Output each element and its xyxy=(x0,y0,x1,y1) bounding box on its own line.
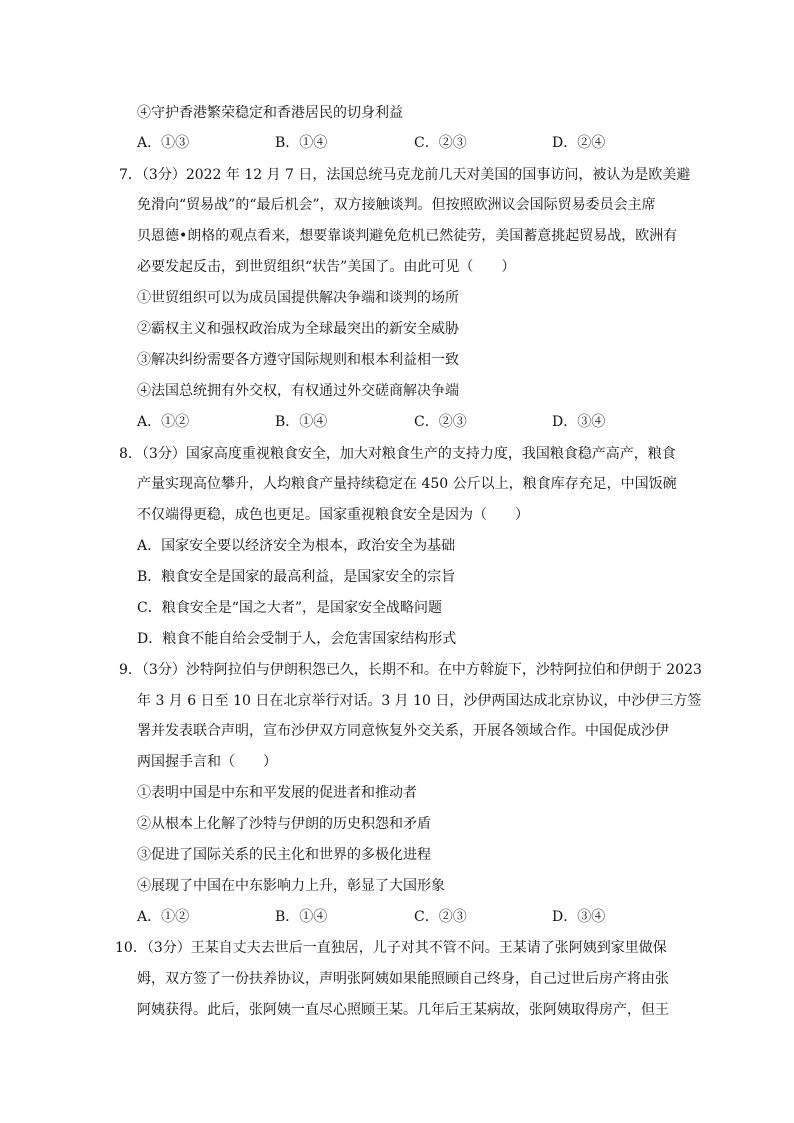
q8-stem-line-1: 8．（3分）国家高度重视粮食安全，加大对粮食生产的支持力度，我国粮食稳产高产，粮食 xyxy=(119,446,676,462)
q9-item-4: ④展现了中国在中东影响力上升，彰显了大国形象 xyxy=(137,878,445,894)
q7-option-c[interactable]: C．②③ xyxy=(414,414,467,430)
q10-stem-line-3: 阿姨获得。此后，张阿姨一直尽心照顾王某。几年后王某病故，张阿姨取得房产，但王 xyxy=(137,1002,669,1018)
q7-stem-line-1: 7．（3分）2022 年 12 月 7 日，法国总统马克龙前几天对美国的国事访问，被认为是欧美避 xyxy=(119,167,691,183)
q9-option-c[interactable]: C．②③ xyxy=(414,909,467,925)
q6-option-a[interactable]: A．①③ xyxy=(137,135,190,151)
q7-answer-options xyxy=(0,413,794,431)
q8-option-d[interactable]: D．粮食不能自给会受制于人，会危害国家结构形式 xyxy=(137,631,457,647)
q7-item-1: ①世贸组织可以为成员国提供解决争端和谈判的场所 xyxy=(137,290,459,306)
q7-stem-line-2: 免滑向“贸易战”的“最后机会”，双方接触谈判。但按照欧洲议会国际贸易委员会主席 xyxy=(137,197,656,213)
q9-stem-line-4: 两国握手言和（ ） xyxy=(137,754,277,770)
q7-item-2: ②霸权主义和强权政治成为全球最突出的新安全威胁 xyxy=(137,321,459,337)
q9-option-b[interactable]: B．①④ xyxy=(275,909,328,925)
q9-answer-options xyxy=(0,908,794,926)
q6-answer-options xyxy=(0,134,794,152)
q9-option-a[interactable]: A．①② xyxy=(137,909,190,925)
q9-stem-line-2: 年 3 月 6 日至 10 日在北京举行对话。3 月 10 日，沙伊两国达成北京协议，中沙伊三方签 xyxy=(137,693,702,709)
q7-item-4: ④法国总统拥有外交权，有权通过外交磋商解决争端 xyxy=(137,383,459,399)
q7-item-3: ③解决纠纷需要各方遵守国际规则和根本利益相一致 xyxy=(137,352,459,368)
q6-option-c[interactable]: C．②③ xyxy=(414,135,467,151)
q7-stem-line-3: 贝恩德•朗格的观点看来，想要靠谈判避免危机已然徒劳，美国蓄意挑起贸易战，欧洲有 xyxy=(137,228,678,244)
q8-option-b[interactable]: B．粮食安全是国家的最高利益，是国家安全的宗旨 xyxy=(137,569,456,585)
q6-option-item-4: ④守护香港繁荣稳定和香港居民的切身利益 xyxy=(137,105,403,121)
q8-option-a[interactable]: A．国家安全要以经济安全为根本，政治安全为基础 xyxy=(137,538,456,554)
q9-stem-line-1: 9．（3分）沙特阿拉伯与伊朗积怨已久，长期不和。在中方斡旋下，沙特阿拉伯和伊朗于 2023 xyxy=(119,662,702,678)
q8-option-c[interactable]: C．粮食安全是“国之大者”，是国家安全战略问题 xyxy=(137,600,443,616)
q7-option-d[interactable]: D．③④ xyxy=(552,414,606,430)
q7-option-b[interactable]: B．①④ xyxy=(275,414,328,430)
q6-option-d[interactable]: D．②④ xyxy=(552,135,606,151)
q9-item-3: ③促进了国际关系的民主化和世界的多极化进程 xyxy=(137,847,431,863)
q10-stem-line-1: 10．（3分）王某自丈夫去世后一直独居，儿子对其不管不问。王某请了张阿姨到家里做保 xyxy=(115,940,667,956)
q6-option-b[interactable]: B．①④ xyxy=(275,135,328,151)
q7-option-a[interactable]: A．①② xyxy=(137,414,190,430)
q7-stem-line-4: 必要发起反击，到世贸组织“状告”美国了。由此可见（ ） xyxy=(137,259,516,275)
q9-item-1: ①表明中国是中东和平发展的促进者和推动者 xyxy=(137,785,417,801)
q9-stem-line-3: 署并发表联合声明，宣布沙伊双方同意恢复外交关系，开展各领域合作。中国促成沙伊 xyxy=(137,723,669,739)
q9-option-d[interactable]: D．③④ xyxy=(552,909,606,925)
q8-stem-line-3: 不仅端得更稳，成色也更足。国家重视粮食安全是因为（ ） xyxy=(137,507,529,523)
q8-stem-line-2: 产量实现高位攀升，人均粮食产量持续稳定在 450 公斤以上，粮食库存充足，中国饭碗 xyxy=(137,476,677,492)
q9-item-2: ②从根本上化解了沙特与伊朗的历史积怨和矛盾 xyxy=(137,816,431,832)
q10-stem-line-2: 姆，双方签了一份扶养协议，声明张阿姨如果能照顾自己终身，自己过世后房产将由张 xyxy=(137,971,669,987)
